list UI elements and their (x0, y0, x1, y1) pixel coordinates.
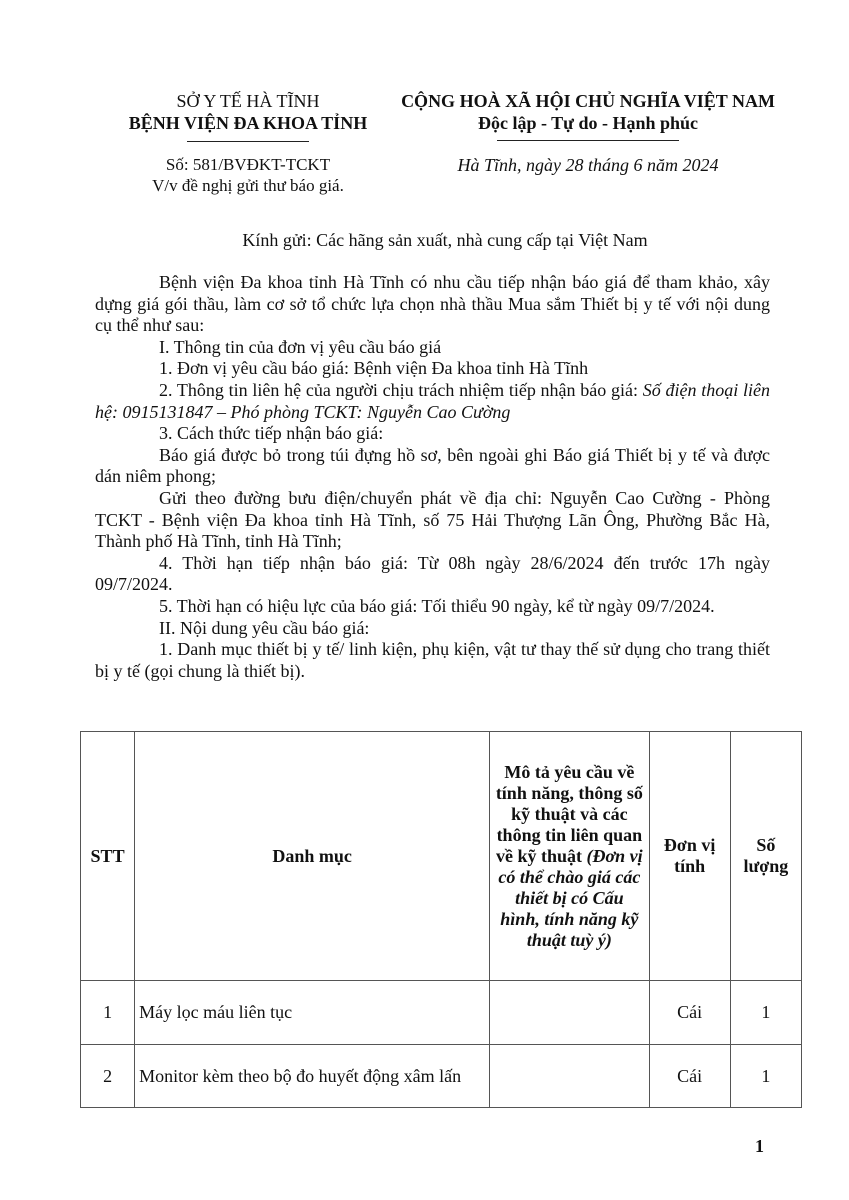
document-subject: V/v đề nghị gửi thư báo giá. (152, 176, 344, 195)
item-3: 3. Cách thức tiếp nhận báo giá: (159, 423, 384, 444)
cell-quantity: 1 (730, 981, 801, 1045)
table-header-row (81, 732, 802, 981)
header-description-bold: Mô tả yêu cầu về tính năng, thông số kỹ thuật và các thông tin liên quan về kỹ thuật (495, 761, 643, 866)
item-3-b: Gửi theo đường bưu điện/chuyển phát về địa chỉ: Nguyễn Cao Cường - Phòng TCKT - Bệnh viện Đa khoa tỉnh Hà Tĩnh, số 75 Hải Thượng Lãn Ông, Phường Bắc Hà, Thành phố Hà Tĩnh, tỉnh Hà Tĩnh; (95, 487, 770, 552)
section-2-title: II. Nội dung yêu cầu báo giá: (159, 617, 370, 638)
cell-stt: 2 (81, 1045, 135, 1108)
intro-paragraph: Bệnh viện Đa khoa tỉnh Hà Tĩnh có nhu cầu tiếp nhận báo giá để tham khảo, xây dựng giá gói thầu, làm cơ sở tổ chức lựa chọn nhà thầu Mua sắm Thiết bị y tế với nội dung cụ thể như sau: (95, 272, 770, 336)
national-motto: Độc lập - Tự do - Hạnh phúc (477, 113, 699, 133)
item-5: 5. Thời hạn có hiệu lực của báo giá: Tối thiểu 90 ngày, kể từ ngày 09/7/2024. (159, 595, 715, 616)
divider (187, 141, 309, 142)
document-body (95, 272, 770, 682)
header-name: Danh mục (135, 732, 490, 981)
item-2-prefix: 2. Thông tin liên hệ của người chịu trách nhiệm tiếp nhận báo giá: (159, 379, 643, 400)
cell-description (490, 981, 649, 1045)
item-4: 4. Thời hạn tiếp nhận báo giá: Từ 08h ngày 28/6/2024 đến trước 17h ngày 09/7/2024. (95, 552, 770, 595)
hospital-name: BỆNH VIỆN ĐA KHOA TỈNH (128, 113, 368, 133)
contact-info: Số điện thoại liên hệ: 0915131847 – Phó phòng TCKT: Nguyễn Cao Cường (95, 379, 771, 422)
cell-unit: Cái (649, 1045, 730, 1108)
place-date: Hà Tĩnh, ngày 28 tháng 6 năm 2024 (457, 155, 719, 175)
equipment-table (80, 731, 802, 1108)
header-unit: Đơn vị tính (649, 732, 730, 981)
item-3-a: Báo giá được bỏ trong túi đựng hồ sơ, bên ngoài ghi Báo giá Thiết bị y tế và được dán niêm phong; (95, 444, 770, 487)
table-row (81, 1045, 802, 1108)
cell-stt: 1 (81, 981, 135, 1045)
header-description-note: (Đơn vị có thể chào giá các thiết bị có Cấu hình, tính năng kỹ thuật tuỳ ý) (498, 845, 643, 950)
table-row (81, 981, 802, 1045)
divider (497, 140, 679, 141)
national-header-block (388, 90, 788, 176)
cell-name: Máy lọc máu liên tục (135, 981, 490, 1045)
header-stt: STT (81, 732, 135, 981)
page-number: 1 (755, 1136, 764, 1156)
header-quantity: Số lượng (730, 732, 801, 981)
department-name: SỞ Y TẾ HÀ TĨNH (176, 91, 320, 111)
document-number: Số: 581/BVĐKT-TCKT (165, 155, 331, 174)
item-2 (95, 380, 770, 423)
cell-description (490, 1045, 649, 1108)
item-1: 1. Đơn vị yêu cầu báo giá: Bệnh viện Đa khoa tỉnh Hà Tĩnh (159, 358, 589, 379)
issuing-agency-block (98, 90, 398, 196)
section-2-item-1: 1. Danh mục thiết bị y tế/ linh kiện, phụ kiện, vật tư thay thế sử dụng cho trang thiết bị y tế (gọi chung là thiết bị). (95, 639, 770, 681)
cell-unit: Cái (649, 981, 730, 1045)
cell-quantity: 1 (730, 1045, 801, 1108)
cell-name: Monitor kèm theo bộ đo huyết động xâm lấn (135, 1045, 490, 1108)
header-description (490, 732, 649, 981)
greeting: Kính gửi: Các hãng sản xuất, nhà cung cấp tại Việt Nam (242, 230, 648, 250)
section-1-title: I. Thông tin của đơn vị yêu cầu báo giá (159, 336, 442, 357)
national-title: CỘNG HOÀ XÃ HỘI CHỦ NGHĨA VIỆT NAM (401, 91, 775, 111)
